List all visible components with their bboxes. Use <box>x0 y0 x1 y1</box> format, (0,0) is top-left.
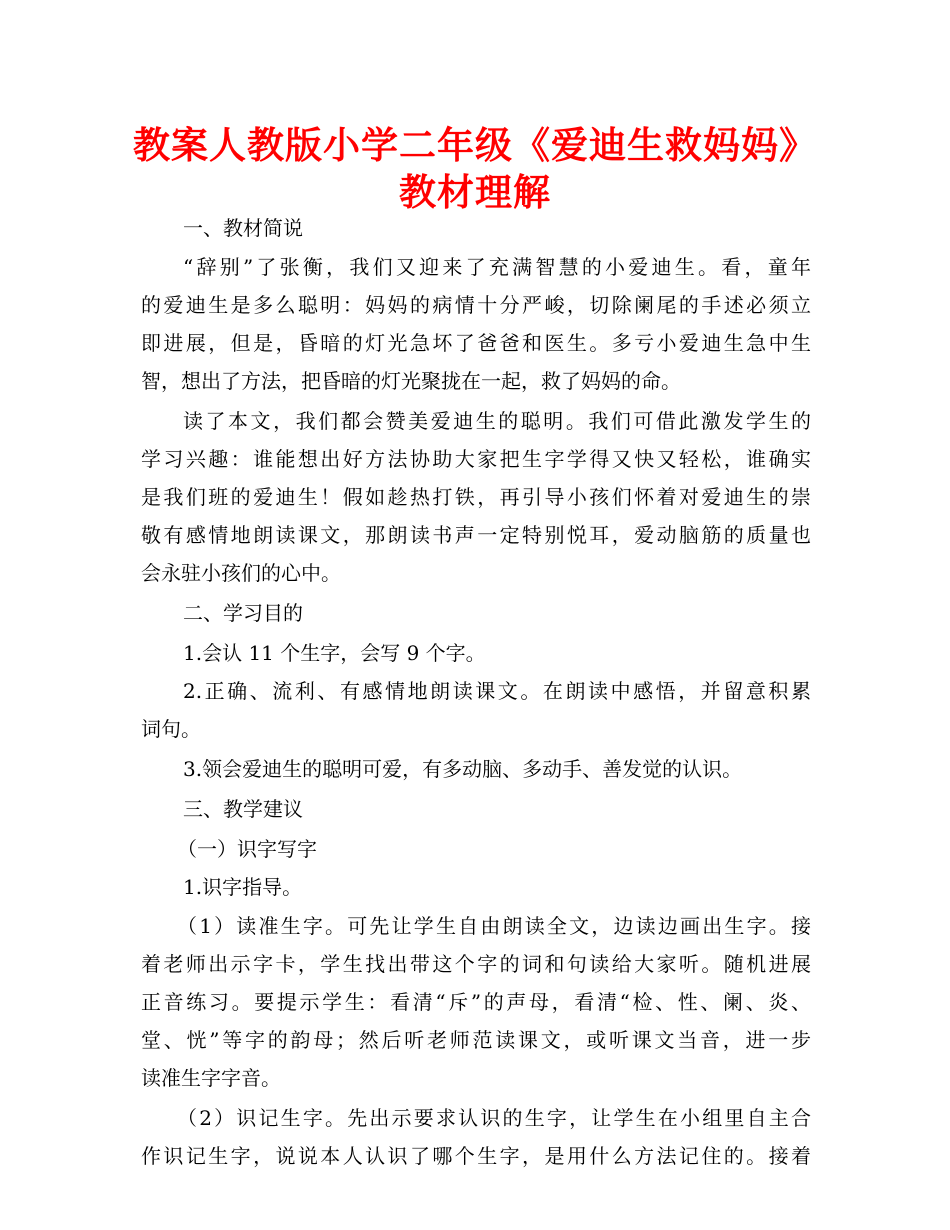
section-heading-2: 二、学习目的 <box>183 601 303 625</box>
paragraph-line: 词句。 <box>141 717 201 741</box>
document-title-line-1: 教案人教版小学二年级《爱迪生救妈妈》 <box>133 124 817 167</box>
paragraph-line: 读了本文，我们都会赞美爱迪生的聪明。我们可借此激发学生的 <box>183 409 811 433</box>
paragraph-line: 着老师出示字卡，学生找出带这个字的词和句读给大家听。随机进展 <box>141 952 811 976</box>
list-item: 1.识字指导。 <box>183 875 303 899</box>
paragraph-line: 即进展，但是，昏暗的灯光急坏了爸爸和医生。多亏小爱迪生急中生 <box>141 331 811 355</box>
paragraph-line: 作识记生字，说说本人认识了哪个生字，是用什么方法记住的。接着 <box>141 1144 811 1168</box>
paragraph-line: 学习兴趣：谁能想出好方法协助大家把生字学得又快又轻松，谁确实 <box>141 447 811 471</box>
list-item: 3.领会爱迪生的聪明可爱，有多动脑、多动手、善发觉的认识。 <box>183 757 743 781</box>
document-title-line-2: 教材理解 <box>399 171 551 214</box>
section-heading-1: 一、教材简说 <box>183 216 303 240</box>
subsection-heading: （一）识字写字 <box>177 837 317 861</box>
paragraph-line: 正音练习。要提示学生：看清“斥”的声母，看清“检、性、阑、炎、 <box>141 990 811 1014</box>
paragraph-line: 敬有感情地朗读课文，那朗读书声一定特别悦耳，爱动脑筋的质量也 <box>141 523 811 547</box>
paragraph-line: （1）读准生字。可先让学生自由朗读全文，边读边画出生字。接 <box>177 914 811 938</box>
list-item: 2.正确、流利、有感情地朗读课文。在朗读中感悟，并留意积累 <box>183 679 811 703</box>
paragraph-line: 是我们班的爱迪生！假如趁热打铁，再引导小孩们怀着对爱迪生的崇 <box>141 485 811 509</box>
paragraph-line: 堂、恍”等字的韵母；然后听老师范读课文，或听课文当音，进一步 <box>141 1028 811 1052</box>
section-heading-3: 三、教学建议 <box>183 797 303 821</box>
paragraph-line: “辞别”了张衡，我们又迎来了充满智慧的小爱迪生。看，童年 <box>183 255 811 279</box>
paragraph-line: 智，想出了方法，把昏暗的灯光聚拢在一起，救了妈妈的命。 <box>141 369 681 393</box>
paragraph-line: 会永驻小孩们的心中。 <box>141 561 341 585</box>
paragraph-line: 的爱迪生是多么聪明：妈妈的病情十分严峻，切除阑尾的手述必须立 <box>141 293 811 317</box>
paragraph-line: （2）识记生字。先出示要求认识的生字，让学生在小组里自主合 <box>177 1106 811 1130</box>
list-item: 1.会认 11 个生字，会写 9 个字。 <box>183 641 486 665</box>
paragraph-line: 读准生字字音。 <box>141 1066 281 1090</box>
